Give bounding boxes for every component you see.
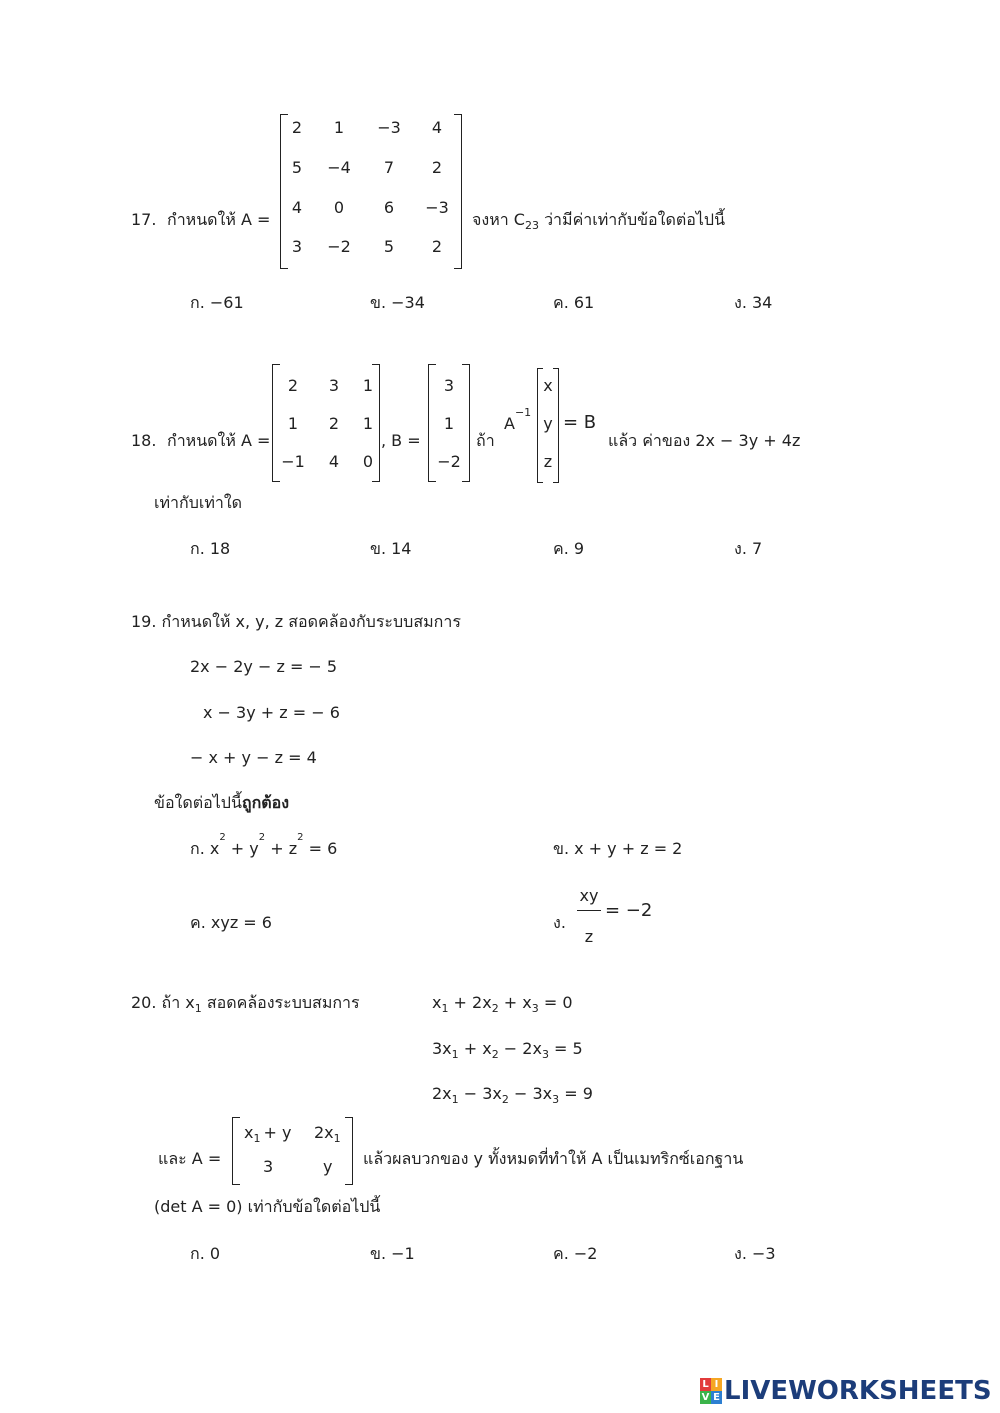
q20-matrix-cell: $2x_1$ <box>314 1123 341 1146</box>
liveworksheets-logo <box>700 1376 992 1406</box>
q20-matrix-cell: $x_1 + y$ <box>244 1123 292 1146</box>
logo-letter: I <box>711 1378 722 1391</box>
q18-matrix-a-cell: 1 <box>362 414 374 433</box>
q18-line2: เท่ากับเท่าใด <box>154 493 243 512</box>
q18-vector-xyz <box>537 368 559 483</box>
q17-choice-b[interactable]: ข. −34 <box>370 293 425 312</box>
q19-choice-d-rhs: = −2 <box>605 900 653 921</box>
q17-matrix-cell: −3 <box>377 118 401 137</box>
q19-question: ข้อใดต่อไปนี้ถูกต้อง <box>154 793 290 812</box>
q18-matrix-b-cell: 3 <box>443 376 455 395</box>
q18-number: 18. <box>131 431 157 450</box>
q18-matrix-a-cell: 3 <box>328 376 340 395</box>
q18-matrix-a-cell: 1 <box>287 414 299 433</box>
q17-matrix-cell: −2 <box>327 237 351 256</box>
q17-choice-c[interactable]: ค. 61 <box>553 293 595 312</box>
q18-matrix-a-cell: −1 <box>281 452 305 471</box>
q18-matrix-a-cell: 2 <box>287 376 299 395</box>
q18-choice-c[interactable]: ค. 9 <box>553 539 585 558</box>
q19-choice-b[interactable]: ข. x + y + z = 2 <box>553 839 683 858</box>
q17-matrix-cell: −4 <box>327 158 351 177</box>
q18-vector-cell: x <box>543 376 553 395</box>
q20-equation-3: $2x_1 - 3x_2 - 3x_3 = 9$ <box>432 1084 593 1107</box>
q19-choice-c[interactable]: ค. xyz = 6 <box>190 913 272 932</box>
q18-matrix-a-cell: 4 <box>328 452 340 471</box>
q20-intro: 20. ถ้า $x_1$ สอดคล้องระบบสมการ <box>131 993 360 1016</box>
q20-line2: (det A = 0) เท่ากับข้อใดต่อไปนี้ <box>154 1197 381 1216</box>
q18-matrix-b-cell: 1 <box>443 414 455 433</box>
q19-choice-d-denominator: z <box>584 927 594 946</box>
liveworksheets-logo-icon <box>700 1378 722 1404</box>
logo-letter: E <box>711 1391 722 1404</box>
q17-matrix-cell: 3 <box>291 237 303 256</box>
q18-a-inverse: $A^{-1}$ <box>504 405 532 433</box>
q19-choice-d-numerator: xy <box>579 886 599 905</box>
q17-number: 17. <box>131 210 157 229</box>
q20-and-a: และ A = <box>158 1149 222 1168</box>
q18-matrix-b <box>428 364 470 482</box>
q17-matrix-cell: 6 <box>383 198 395 217</box>
q20-matrix <box>232 1117 353 1185</box>
q18-matrix-a-cell: 2 <box>328 414 340 433</box>
q19-equation-1: 2x − 2y − z = − 5 <box>190 657 338 676</box>
q17-matrix-cell: 0 <box>333 198 345 217</box>
q17-matrix-cell: 7 <box>383 158 395 177</box>
q18-choice-b[interactable]: ข. 14 <box>370 539 412 558</box>
q18-matrix-a <box>272 364 380 482</box>
q20-tail: แล้วผลบวกของ y ทั้งหมดที่ทำให้ A เป็นเมทริกซ์เอกฐาน <box>363 1149 744 1168</box>
liveworksheets-wordmark: LIVEWORKSHEETS <box>724 1376 992 1406</box>
q18-matrix-b-cell: −2 <box>437 452 461 471</box>
q19-fraction-bar <box>577 910 601 911</box>
q20-matrix-cell: 3 <box>263 1157 274 1176</box>
q17-matrix-cell: 1 <box>333 118 345 137</box>
q17-matrix-cell: −3 <box>425 198 449 217</box>
q19-intro: 19. กำหนดให้ x, y, z สอดคล้องกับระบบสมการ <box>131 612 461 631</box>
q17-choice-d[interactable]: ง. 34 <box>734 293 773 312</box>
q20-matrix-cell: y <box>323 1157 333 1176</box>
q18-vector-cell: z <box>543 452 553 471</box>
q17-matrix-cell: 2 <box>431 237 443 256</box>
q18-equals-b: = B <box>563 412 597 433</box>
q17-matrix-cell: 2 <box>291 118 303 137</box>
q17-matrix-cell: 2 <box>431 158 443 177</box>
q20-choice-b[interactable]: ข. −1 <box>370 1244 415 1263</box>
q20-choice-d[interactable]: ง. −3 <box>734 1244 776 1263</box>
q17-matrix <box>280 114 462 269</box>
logo-letter: V <box>701 1392 710 1403</box>
q20-equation-2: $3x_1 + x_2 - 2x_3 = 5$ <box>432 1039 583 1062</box>
q18-choice-a[interactable]: ก. 18 <box>190 539 231 558</box>
q17-tail: จงหา $C_{23}$ ว่ามีค่าเท่ากับข้อใดต่อไปนี้ <box>472 210 726 233</box>
q20-equation-1: $x_1 + 2x_2 + x_3 = 0$ <box>432 993 573 1016</box>
q18-vector-cell: y <box>543 414 553 433</box>
q19-equation-2: x − 3y + z = − 6 <box>203 703 340 722</box>
q17-matrix-cell: 4 <box>291 198 303 217</box>
q19-choice-a[interactable]: ก. $x^2 + y^2 + z^2 = 6$ <box>190 831 338 858</box>
q18-matrix-a-cell: 1 <box>362 376 374 395</box>
q19-choice-d-label: ง. <box>553 913 566 932</box>
q19-equation-3: − x + y − z = 4 <box>190 748 317 767</box>
q18-matrix-a-cell: 0 <box>362 452 374 471</box>
logo-letter: L <box>700 1378 711 1391</box>
q18-if-text: ถ้า <box>476 431 495 450</box>
q20-choice-c[interactable]: ค. −2 <box>553 1244 598 1263</box>
q20-choice-a[interactable]: ก. 0 <box>190 1244 221 1263</box>
q17-matrix-cell: 4 <box>431 118 443 137</box>
q18-lead: กำหนดให้ A = <box>167 431 271 450</box>
q18-choice-d[interactable]: ง. 7 <box>734 539 763 558</box>
q18-tail: แล้ว ค่าของ 2x − 3y + 4z <box>608 431 801 450</box>
q17-choice-a[interactable]: ก. −61 <box>190 293 244 312</box>
q17-matrix-cell: 5 <box>383 237 395 256</box>
q18-b-label: , B = <box>381 431 421 450</box>
q17-matrix-cell: 5 <box>291 158 303 177</box>
q17-lead: กำหนดให้ A = <box>167 210 271 229</box>
